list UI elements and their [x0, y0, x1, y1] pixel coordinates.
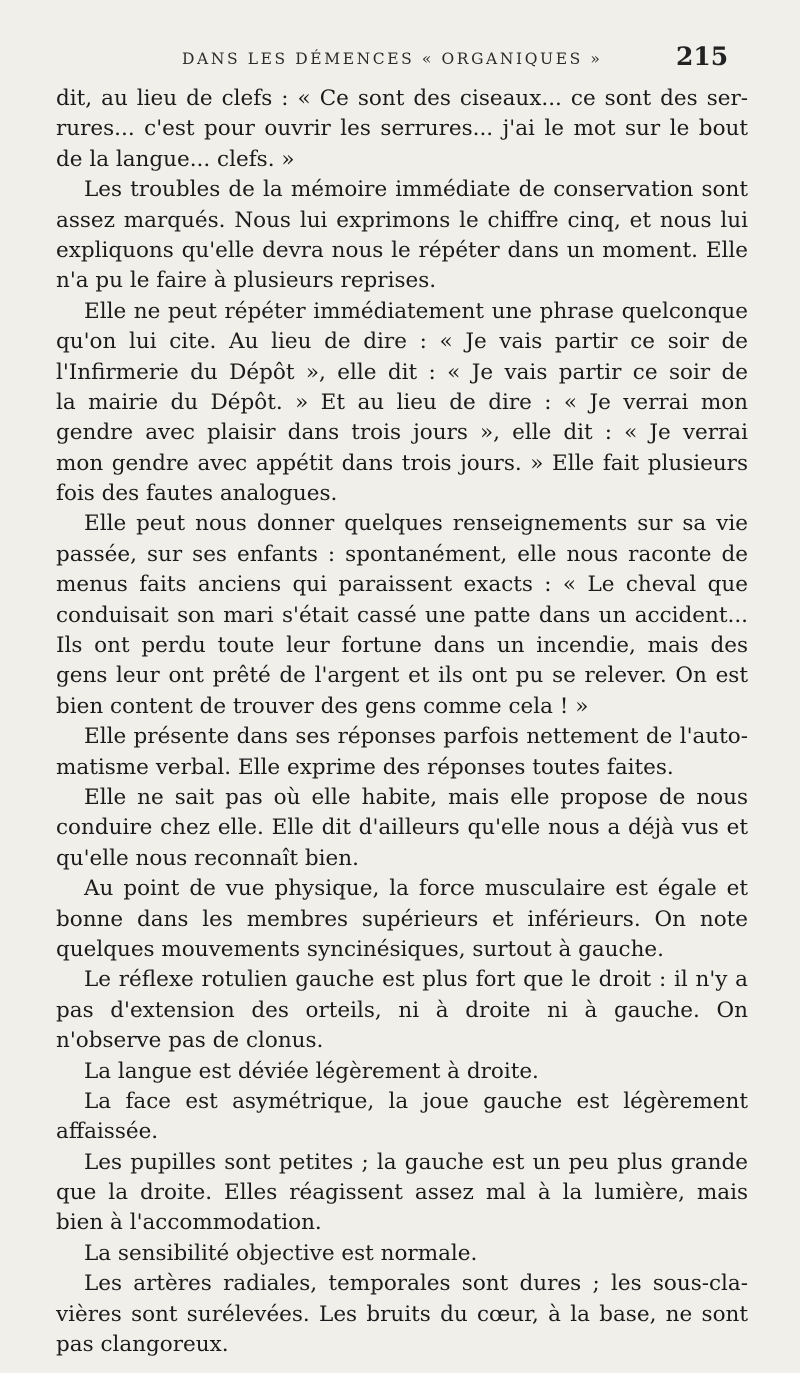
text-line: conduisait son mari s'était cassé une patte dans un accident... — [56, 602, 748, 628]
text-line: bonne dans les membres supérieurs et inférieurs. On note — [56, 906, 748, 932]
text-line: gens leur ont prêté de l'argent et ils ont pu se relever. On est — [56, 663, 748, 689]
text-line: l'Infirmerie du Dépôt », elle dit : « Je vais partir ce soir de — [56, 359, 748, 385]
text-line: pas d'extension des orteils, ni à droite ni à gauche. On — [56, 997, 748, 1023]
text-line: quelques mouvements syncinésiques, surtout à gauche. — [56, 936, 664, 962]
paragraph — [56, 1148, 748, 1239]
paragraph — [56, 297, 748, 510]
text-line: la mairie du Dépôt. » Et au lieu de dire : « Je verrai mon — [56, 389, 748, 415]
paragraph — [56, 175, 748, 297]
text-line: que la droite. Elles réagissent assez mal à la lumière, mais — [56, 1180, 748, 1206]
text-line: conduire chez elle. Elle dit d'ailleurs qu'elle nous a déjà vus et — [56, 815, 748, 841]
text-line: gendre avec plaisir dans trois jours », elle dit : « Je verrai — [56, 420, 748, 446]
text-line: Elle ne sait pas où elle habite, mais elle propose de nous — [84, 784, 748, 810]
text-line: mon gendre avec appétit dans trois jours. » Elle fait plusieurs — [56, 450, 748, 476]
text-line: Elle ne peut répéter immédiatement une phrase quelconque — [84, 298, 748, 324]
text-line: Les pupilles sont petites ; la gauche est un peu plus grande — [84, 1149, 748, 1175]
paragraph — [56, 1057, 748, 1087]
text-line: rures... c'est pour ouvrir les serrures... j'ai le mot sur le bout — [56, 116, 748, 142]
running-title: DANS LES DÉMENCES « ORGANIQUES » — [182, 50, 603, 68]
text-line: n'observe pas de clonus. — [56, 1028, 324, 1054]
text-line: fois des fautes analogues. — [56, 481, 338, 507]
text-line: pas clangoreux. — [56, 1332, 229, 1358]
paragraph — [56, 1087, 748, 1148]
text-line: Elle peut nous donner quelques renseignements sur sa vie — [84, 511, 748, 537]
text-line: La langue est déviée légèrement à droite. — [84, 1058, 539, 1084]
running-head — [0, 40, 800, 80]
paragraph — [56, 874, 748, 965]
text-line: expliquons qu'elle devra nous le répéter dans un moment. Elle — [56, 237, 748, 263]
text-line: qu'on lui cite. Au lieu de dire : « Je vais partir ce soir de — [56, 329, 748, 355]
paragraph — [56, 1269, 748, 1360]
paragraph — [56, 509, 748, 722]
text-line: vières sont surélevées. Les bruits du cœur, à la base, ne sont — [56, 1301, 748, 1327]
text-line: Le réflexe rotulien gauche est plus fort que le droit : il n'y a — [84, 967, 748, 993]
text-line: passée, sur ses enfants : spontanément, elle nous raconte de — [56, 541, 748, 567]
text-line: bien à l'accommodation. — [56, 1210, 322, 1236]
text-line: Les artères radiales, temporales sont dures ; les sous-cla- — [84, 1271, 748, 1297]
text-line: Elle présente dans ses réponses parfois nettement de l'auto- — [84, 724, 748, 750]
body-text — [56, 84, 748, 1360]
paragraph — [56, 84, 748, 175]
text-line: affaissée. — [56, 1119, 159, 1145]
paragraph — [56, 965, 748, 1056]
text-line: Ils ont perdu toute leur fortune dans un incendie, mais des — [56, 633, 748, 659]
page-number: 215 — [676, 42, 729, 71]
paragraph — [56, 783, 748, 874]
text-line: La sensibilité objective est normale. — [84, 1240, 478, 1266]
text-line: matisme verbal. Elle exprime des réponses toutes faites. — [56, 754, 674, 780]
text-line: Au point de vue physique, la force musculaire est égale et — [84, 876, 748, 902]
text-line: assez marqués. Nous lui exprimons le chiffre cinq, et nous lui — [56, 207, 748, 233]
text-line: La face est asymétrique, la joue gauche est légèrement — [84, 1088, 748, 1114]
paragraph — [56, 722, 748, 783]
text-line: de la langue... clefs. » — [56, 146, 295, 172]
paragraph — [56, 1239, 748, 1269]
text-line: dit, au lieu de clefs : « Ce sont des ciseaux... ce sont des ser- — [56, 86, 748, 111]
text-line: qu'elle nous reconnaît bien. — [56, 845, 359, 871]
text-line: Les troubles de la mémoire immédiate de conservation sont — [84, 177, 748, 203]
text-line: menus faits anciens qui paraissent exacts : « Le cheval que — [56, 572, 748, 598]
text-line: n'a pu le faire à plusieurs reprises. — [56, 268, 437, 294]
text-line: bien content de trouver des gens comme cela ! » — [56, 693, 589, 719]
